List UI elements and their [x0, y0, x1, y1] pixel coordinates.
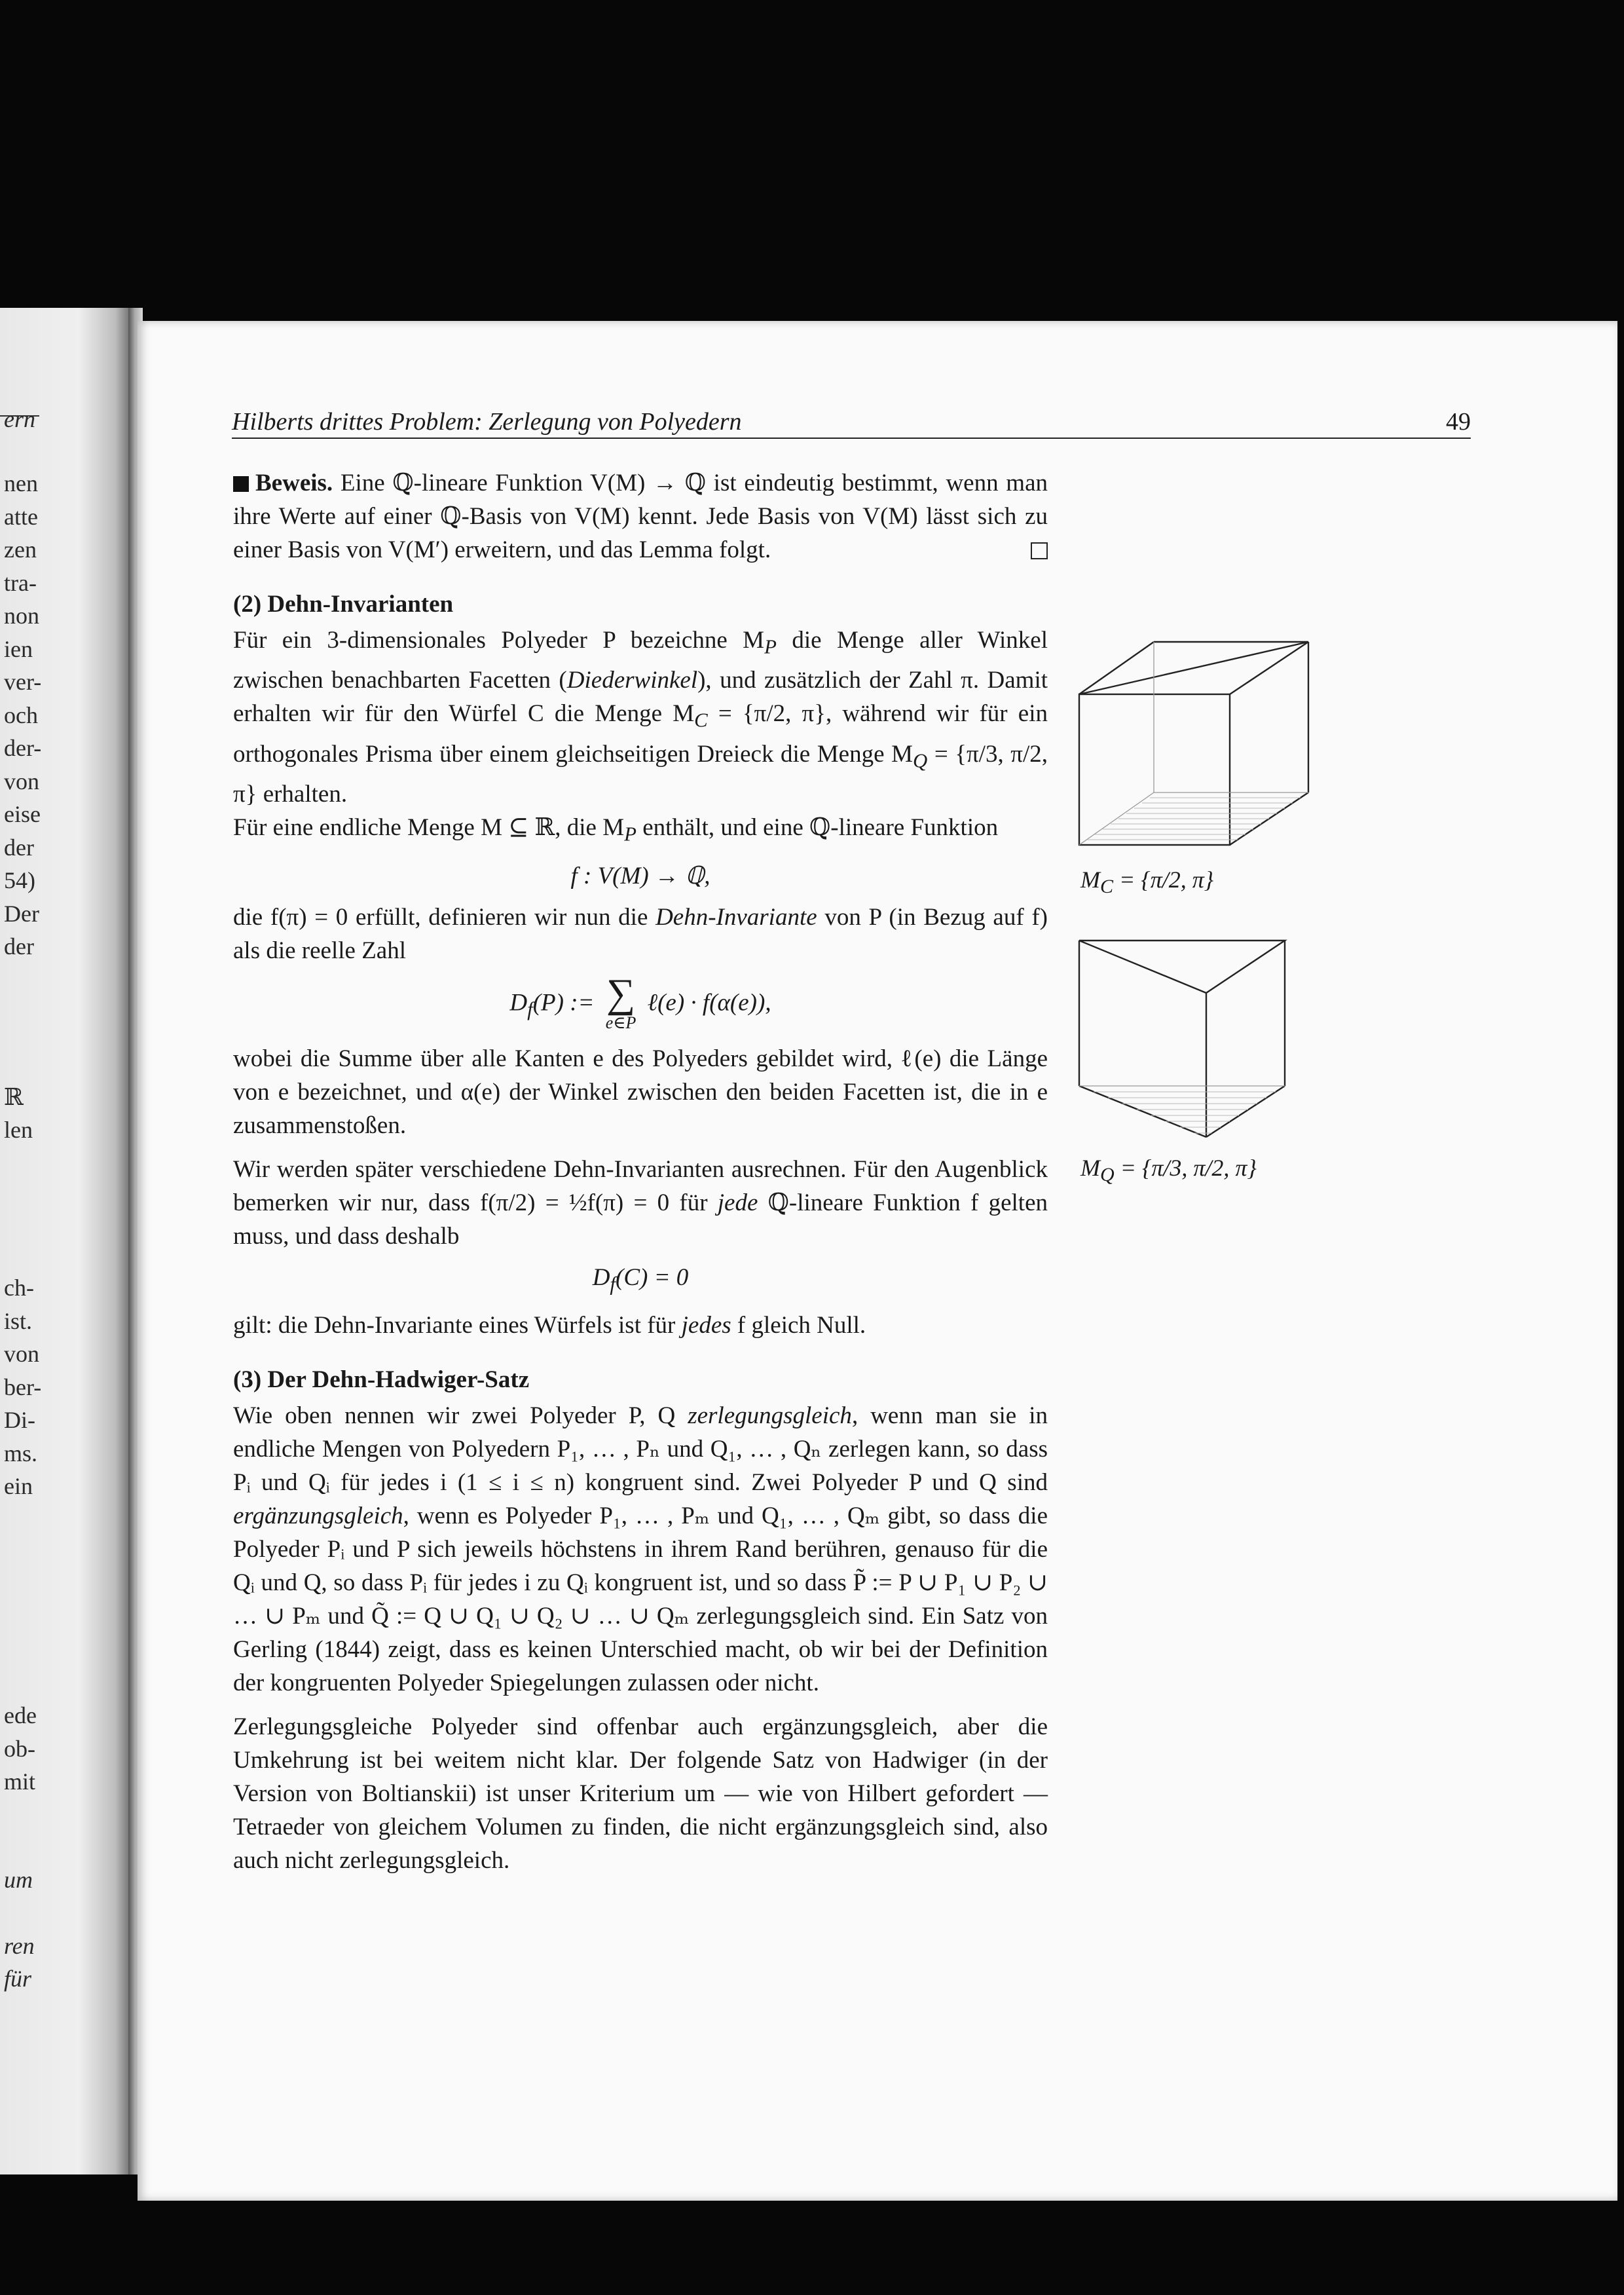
left-page-fragment: von — [4, 1341, 39, 1367]
left-page-fragment: der — [4, 933, 34, 960]
display-formula-f: f : V(M) → ℚ, — [570, 862, 710, 889]
section2-heading: (2) Dehn-Invarianten — [233, 591, 454, 618]
left-page-fragment: tra- — [4, 570, 37, 596]
section3-heading: (3) Der Dehn-Hadwiger-Satz — [233, 1366, 530, 1393]
left-page-fragment: ien — [4, 636, 33, 662]
left-page-fragment: ede — [4, 1702, 37, 1728]
page-number: 49 — [1446, 408, 1471, 436]
section2-paragraph-1: Für ein 3-dimensionales Polyeder P bezeichne $M_P$ die Menge aller Winkel zwischen benachbarten Facetten (Diederwinkel), und zusätzlich der Zahl π. Damit erhalten wir für den Würfel C die Menge $M_C = \{\pi/2$, π}, während wir für ein orthogonales Prisma über einem gleichseitigen Dreieck die Menge $M_Q = \{\pi/3$, π/2, π} erhalten. — [233, 627, 1048, 808]
left-page-fragment: Di- — [4, 1407, 35, 1433]
section2-paragraph-6: gilt: die Dehn-Invariante eines Würfels ist für jedes f gleich Null. — [233, 1311, 866, 1339]
proof-text: Eine ℚ-lineare Funktion V(M) → ℚ ist eindeutig bestimmt, wenn man ihre Werte auf einer ℚ-Basis von V(M) kennt. Jede Basis von V(M) lässt sich zu einer Basis von V(M′) erweitern, und das Lemma folgt. — [233, 470, 1048, 563]
left-page-fragment: ist. — [4, 1308, 33, 1334]
left-page-fragment: ver- — [4, 669, 42, 695]
left-page-fragment: ern — [4, 406, 35, 432]
left-page-fragment: non — [4, 603, 39, 629]
left-page-fragment: für — [4, 1966, 32, 1992]
cube-caption: $M_C = \{\pi/2$, π} — [1080, 867, 1214, 898]
prism-figure — [1074, 933, 1290, 1142]
left-page-fragment: um — [4, 1867, 33, 1893]
qed-box-icon — [1031, 542, 1048, 559]
left-page-fragment: atte — [4, 504, 38, 530]
left-page-fragment: nen — [4, 470, 38, 496]
left-page-fragment: ℝ — [4, 1084, 24, 1110]
left-page-fragment: eise — [4, 801, 41, 827]
cube-figure — [1074, 635, 1316, 851]
left-page-fragment: mit — [4, 1768, 36, 1795]
section2-paragraph-3: die f(π) = 0 erfüllt, definieren wir nun die Dehn-Invariante von P (in Bezug auf f) als die reelle Zahl — [233, 903, 1048, 964]
section2-paragraph-4: wobei die Summe über alle Kanten e des Polyeders gebildet wird, ℓ(e) die Länge von e bezeichnet, und α(e) der Winkel zwischen den beiden Facetten ist, die in e zusammenstoßen. — [233, 1045, 1048, 1139]
display-formula-dehn: $D_f(P)$ := ∑ e∈P ℓ(e) · f(α(e)), — [233, 975, 1048, 1034]
section3-paragraph-2: Zerlegungsgleiche Polyeder sind offenbar auch ergänzungsgleich, aber die Umkehrung ist bei weitem nicht klar. Der folgende Satz von Hadwiger (in der Version von Boltianskii) ist unser Kriterium um — wie von Hilbert gefordert — Tetraeder von gleichem Volumen zu finden, die nicht ergänzungsgleich sind, also auch nicht zerlegungsgleich. — [233, 1713, 1048, 1874]
left-page-fragment: der — [4, 834, 34, 861]
display-formula-cube: $D_f(C) = 0$ — [592, 1263, 689, 1295]
section3-paragraph-1: Wie oben nennen wir zwei Polyeder P, Q zerlegungsgleich, wenn man sie in endliche Mengen von Polyedern P₁, … , Pₙ und Q₁, … , Qₙ zerlegen kann, so dass Pᵢ und Qᵢ für jedes i (1 ≤ i ≤ n) kongruent sind. Zwei Polyeder P und Q sind ergänzungsgleich, wenn es Polyeder P₁, … , Pₘ und Q₁, … , Qₘ gibt, so dass die Polyeder Pᵢ und P sich jeweils höchstens in ihrem Rand berühren, genauso für die Qᵢ und Q, so dass Pᵢ für jedes i zu Qᵢ kongruent ist, und so dass P̃ := P ∪ P₁ ∪ P₂ ∪ … ∪ Pₘ und Q̃ := Q ∪ Q₁ ∪ Q₂ ∪ … ∪ Qₘ zerlegungsgleich sind. Ein Satz von Gerling (1844) zeigt, dass es keinen Unterschied macht, ob wir bei der Definition der kongruenten Polyeder Spiegelungen zulassen oder nicht. — [233, 1402, 1048, 1696]
running-head — [232, 403, 1471, 439]
left-page-fragment: zen — [4, 536, 37, 563]
left-page-fragment: ein — [4, 1473, 33, 1499]
left-page-fragment: len — [4, 1117, 33, 1143]
left-page-fragment: och — [4, 702, 38, 728]
proof-label: Beweis. — [255, 470, 333, 496]
left-page-fragment: 54) — [4, 867, 35, 893]
left-page-fragment: ber- — [4, 1374, 42, 1400]
left-page-fragment: ms. — [4, 1440, 38, 1466]
left-page-fragment: Der — [4, 901, 39, 927]
running-title: Hilberts drittes Problem: Zerlegung von Polyedern — [232, 408, 742, 436]
section2-paragraph-2: Für eine endliche Menge M ⊆ ℝ, die $M_P$ enthält, und eine ℚ-lineare Funktion — [233, 814, 999, 846]
left-page-fragment: ren — [4, 1933, 35, 1959]
main-text — [233, 466, 1048, 1888]
proof-paragraph — [233, 466, 1048, 567]
left-page-strip — [0, 308, 131, 2174]
sum-symbol: ∑ e∈P — [605, 971, 637, 1032]
proof-square-icon — [233, 476, 249, 492]
prism-caption: $M_Q = \{\pi/3$, π/2, π} — [1080, 1155, 1257, 1186]
left-page-fragment: ob- — [4, 1736, 35, 1762]
left-page-fragment: von — [4, 768, 39, 794]
section2-paragraph-5: Wir werden später verschiedene Dehn-Invarianten ausrechnen. Für den Augenblick bemerken wir nur, dass f(π/2) = ½f(π) = 0 für jede ℚ-lineare Funktion f gelten muss, und dass deshalb — [233, 1155, 1048, 1250]
left-page-fragment: der- — [4, 735, 42, 761]
left-page-fragment: ch- — [4, 1275, 34, 1301]
